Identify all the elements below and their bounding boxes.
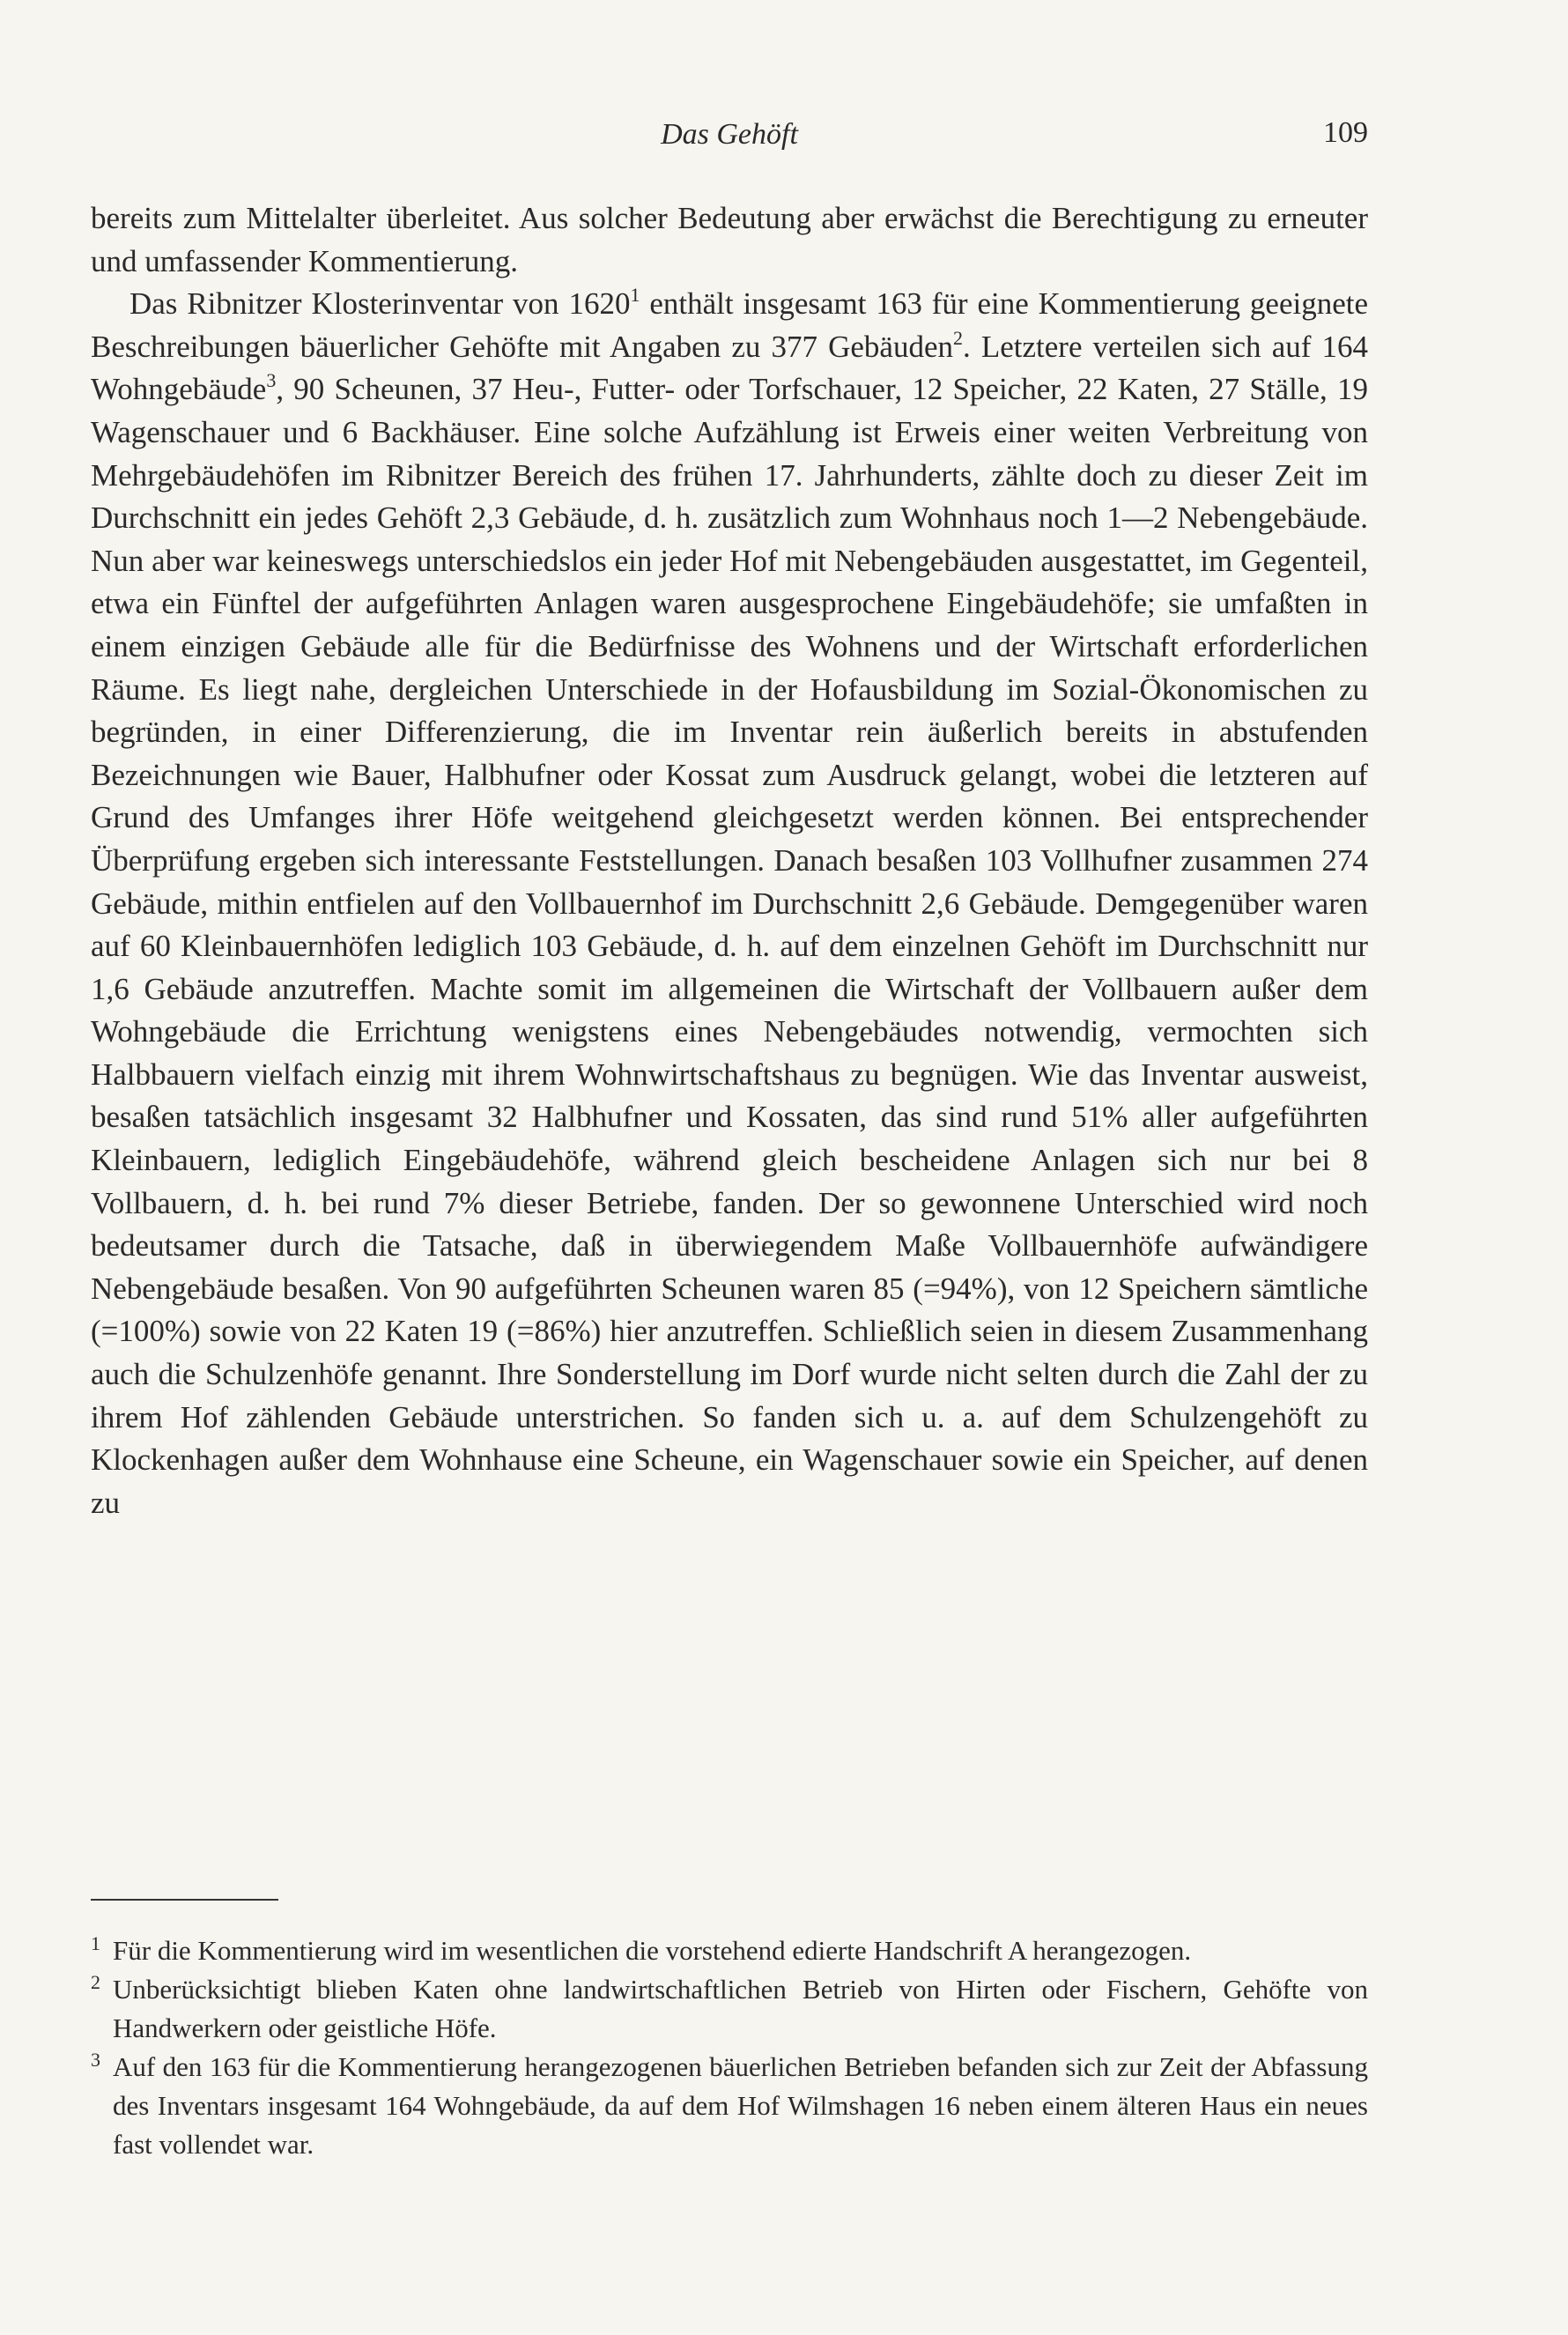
footnote-text: Auf den 163 für die Kommentierung herangezogenen bäuerlichen Betrieben befanden sich zur Zeit der Abfassung des Inventars insgesamt 164 Wohngebäude, da auf dem Hof Wilmshagen 16 neben einem älteren Haus ein neues fast vollendet war. — [113, 2051, 1368, 2160]
footnote-mark: 3 — [91, 2049, 100, 2071]
footnote-text: Für die Kommentierung wird im wesentlichen die vorstehend edierte Handschrift A herangezogen. — [113, 1935, 1192, 1966]
paragraph-2 — [91, 283, 1368, 1524]
paragraph-2-part-d: , 90 Scheunen, 37 Heu-, Futter- oder Torfschauer, 12 Speicher, 22 Katen, 27 Ställe, 19 Wagenschauer und 6 Backhäuser. Eine solche Aufzählung ist Erweis einer weiten Verbreitung von Mehrgebäudehöfen im Ribnitzer Bereich des frühen 17. Jahrhunderts, zählte doch zu dieser Zeit im Durchschnitt ein jedes Gehöft 2,3 Gebäude, d. h. zusätzlich zum Wohnhaus noch 1—2 Nebengebäude. Nun aber war keineswegs unterschiedslos ein jeder Hof mit Nebengebäuden ausgestattet, im Gegenteil, etwa ein Fünftel der aufgeführten Anlagen waren ausgesprochene Eingebäudehöfe; sie umfaßten in einem einzigen Gebäude alle für die Bedürfnisse des Wohnens und der Wirtschaft erforderlichen Räume. Es liegt nahe, dergleichen Unterschiede in der Hofausbildung im Sozial-Ökonomischen zu begründen, in einer Differenzierung, die im Inventar rein äußerlich bereits in abstufenden Bezeichnungen wie Bauer, Halbhufner oder Kossat zum Ausdruck gelangt, wobei die letzteren auf Grund des Umfanges ihrer Höfe weitgehend gleichgesetzt werden können. Bei entsprechender Überprüfung ergeben sich interessante Feststellungen. Danach besaßen 103 Vollhufner zusammen 274 Gebäude, mithin entfielen auf den Vollbauernhof im Durchschnitt 2,6 Gebäude. Demgegenüber waren auf 60 Kleinbauernhöfen lediglich 103 Gebäude, d. h. auf dem einzelnen Gehöft im Durchschnitt nur 1,6 Gebäude anzutreffen. Machte somit im allgemeinen die Wirtschaft der Vollbauern außer dem Wohngebäude die Errichtung wenigstens eines Nebengebäudes notwendig, vermochten sich Halbbauern vielfach einzig mit ihrem Wohnwirtschaftshaus zu begnügen. Wie das Inventar ausweist, besaßen tatsächlich insgesamt 32 Halbhufner und Kossaten, das sind rund 51% aller aufgeführten Kleinbauern, lediglich Eingebäudehöfe, während gleich bescheidene Anlagen sich nur bei 8 Vollbauern, d. h. bei rund 7% dieser Betriebe, fanden. Der so gewonnene Unterschied wird noch bedeutsamer durch die Tatsache, daß in überwiegendem Maße Vollbauernhöfe aufwändigere Nebengebäude besaßen. Von 90 aufgeführten Scheunen waren 85 (=94%), von 12 Speichern sämtliche (=100%) sowie von 22 Katen 19 (=86%) hier anzutreffen. Schließlich seien in diesem Zusammenhang auch die Schulzenhöfe genannt. Ihre Sonderstellung im Dorf wurde nicht selten durch die Zahl der zu ihrem Hof zählenden Gebäude unterstrichen. So fanden sich u. a. auf dem Schulzengehöft zu Klockenhagen außer dem Wohnhause eine Scheune, ein Wagenschauer sowie ein Speicher, auf denen zu — [91, 372, 1368, 1520]
footnotes — [91, 1931, 1368, 2164]
footnote-text: Unberücksichtigt blieben Katen ohne landwirtschaftlichen Betrieb von Hirten oder Fischern, Gehöfte von Handwerkern oder geistliche Höfe. — [113, 1974, 1368, 2043]
running-head — [91, 113, 1368, 166]
footnote — [91, 2048, 1368, 2164]
footnote-rule — [91, 1899, 278, 1901]
paragraph-2-part-b: enthält insgesamt 163 für eine Kommentierung geeignete Beschreibungen bäuerlicher Gehöfte mit Angaben zu 377 Gebäuden — [91, 286, 1368, 364]
footnote-ref-3: 3 — [266, 369, 277, 392]
page-number: 109 — [1323, 116, 1368, 149]
paragraph-2-part-a: Das Ribnitzer Klosterinventar von 1620 — [129, 286, 631, 322]
footnote — [91, 1931, 1368, 1970]
footnote-mark: 1 — [91, 1932, 100, 1954]
running-title: Das Gehöft — [661, 118, 798, 151]
footnote-mark: 2 — [91, 1971, 100, 1993]
page — [91, 113, 1369, 2160]
body-text — [91, 197, 1368, 1524]
footnote-ref-1: 1 — [630, 284, 640, 307]
paragraph-1: bereits zum Mittelalter überleitet. Aus solcher Bedeutung aber erwächst die Berechtigung zu erneuter und umfassender Kommentierung. — [91, 201, 1368, 278]
footnote — [91, 1970, 1368, 2048]
footnote-ref-2: 2 — [953, 326, 963, 349]
paragraph-2-part-c: . Letztere verteilen sich auf 164 Wohngebäude — [91, 329, 1369, 407]
